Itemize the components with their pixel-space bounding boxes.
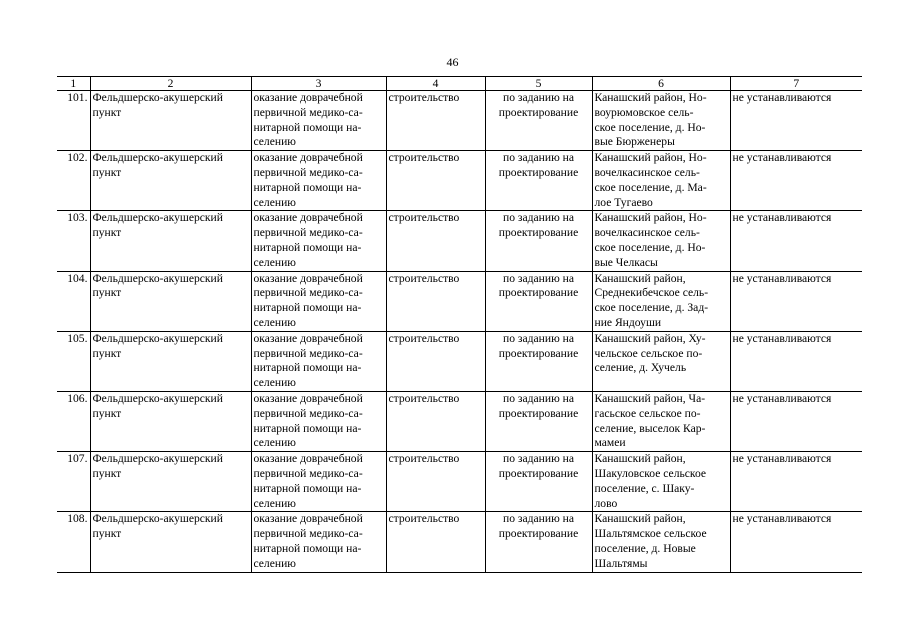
location-line: Канашский район, [594,452,686,466]
term-cell [485,151,592,211]
header-row [57,77,862,91]
purpose-line: селению [253,496,296,510]
protection-zones-cell: не устанавливаются [730,271,862,331]
location-line: воурюмовское сель- [594,105,694,119]
location-cell [592,211,730,271]
facility-name-line: пункт [92,466,122,480]
purpose-line: нитарной помощи на- [253,240,362,254]
purpose-cell [251,211,386,271]
location-cell [592,452,730,512]
facility-name-line: Фельдшерско-акушерский [92,151,223,165]
location-line: ское поселение, д. Зад- [594,301,709,315]
purpose-cell [251,151,386,211]
purpose-line: нитарной помощи на- [253,361,362,375]
location-line: Канашский район, [594,512,686,526]
term-cell [485,452,592,512]
purpose-line: селению [253,436,296,450]
purpose-line: нитарной помощи на- [253,120,362,134]
location-line: Канашский район, Но- [594,211,707,225]
term-line: по заданию на [503,151,574,165]
purpose-line: первичной медико-са- [253,466,363,480]
purpose-cell [251,452,386,512]
term-line: по заданию на [503,452,574,466]
protection-zones-cell: не устанавливаются [730,331,862,391]
term-cell [485,391,592,451]
purpose-line: селению [253,195,296,209]
purpose-line: оказание доврачебной [253,91,363,104]
row-number-cell: 101. [57,91,90,151]
location-cell [592,331,730,391]
location-line: вые Бюрженеры [594,135,675,149]
table-row [57,452,862,512]
row-number-cell: 102. [57,151,90,211]
table-row [57,331,862,391]
purpose-line: селению [253,556,296,570]
protection-zones-cell: не устанавливаются [730,391,862,451]
table-row [57,271,862,331]
purpose-line: первичной медико-са- [253,165,363,179]
facility-name-cell [90,91,251,151]
purpose-cell [251,331,386,391]
term-cell [485,91,592,151]
facility-name-line: Фельдшерско-акушерский [92,211,223,225]
facility-name-cell [90,271,251,331]
protection-zones-cell: не устанавливаются [730,452,862,512]
column-header: 5 [485,77,592,91]
work-type-cell: строительство [386,91,485,151]
facility-name-line: пункт [92,286,122,300]
location-line: вочелкасинское сель- [594,165,700,179]
location-cell [592,512,730,572]
term-cell [485,512,592,572]
location-cell [592,391,730,451]
row-number-cell: 106. [57,391,90,451]
facilities-table [57,76,862,573]
term-line: проектирование [498,286,579,300]
purpose-cell [251,271,386,331]
facility-name-line: пункт [92,165,122,179]
facility-name-cell [90,211,251,271]
protection-zones-cell: не устанавливаются [730,91,862,151]
facility-name-line: пункт [92,406,122,420]
term-cell [485,271,592,331]
purpose-line: оказание доврачебной [253,512,363,526]
term-cell [485,331,592,391]
location-line: селение, выселок Кар- [594,421,706,435]
purpose-line: нитарной помощи на- [253,481,362,495]
work-type-cell: строительство [386,211,485,271]
term-line: проектирование [498,165,579,179]
facility-name-cell [90,391,251,451]
location-cell [592,151,730,211]
location-line: поселение, с. Шаку- [594,481,695,495]
location-line: лово [594,496,618,510]
row-number-cell: 104. [57,271,90,331]
table-body [57,91,862,573]
term-line: проектирование [498,346,579,360]
purpose-line: первичной медико-са- [253,406,363,420]
work-type-cell: строительство [386,271,485,331]
purpose-line: нитарной помощи на- [253,301,362,315]
page-number: 46 [446,55,459,69]
facility-name-line: пункт [92,527,122,541]
location-line: Канашский район, Ху- [594,331,706,345]
purpose-line: первичной медико-са- [253,226,363,240]
table-row [57,512,862,572]
column-header: 1 [57,77,90,91]
facility-name-line: Фельдшерско-акушерский [92,452,223,466]
facility-name-line: пункт [92,346,122,360]
purpose-line: оказание доврачебной [253,151,363,165]
purpose-line: селению [253,376,296,390]
column-header: 2 [90,77,251,91]
purpose-line: первичной медико-са- [253,346,363,360]
row-number-cell: 107. [57,452,90,512]
facility-name-cell [90,331,251,391]
location-line: чельское сельское по- [594,346,703,360]
row-number-cell: 103. [57,211,90,271]
row-number-cell: 108. [57,512,90,572]
location-line: лое Тугаево [594,195,653,209]
location-line: мамеи [594,436,626,450]
work-type-cell: строительство [386,512,485,572]
location-line: Шальтямы [594,556,648,570]
term-line: проектирование [498,105,579,119]
location-line: Канашский район, Но- [594,91,707,104]
location-line: Канашский район, Но- [594,151,707,165]
protection-zones-cell: не устанавливаются [730,512,862,572]
location-line: селение, д. Хучель [594,361,687,375]
purpose-cell [251,391,386,451]
table-row [57,391,862,451]
facility-name-cell [90,512,251,572]
term-line: по заданию на [503,211,574,225]
column-header: 7 [730,77,862,91]
facility-name-cell [90,151,251,211]
column-header: 4 [386,77,485,91]
location-line: гасьское сельское по- [594,406,701,420]
location-line: вочелкасинское сель- [594,226,700,240]
term-line: проектирование [498,226,579,240]
term-line: по заданию на [503,271,574,285]
purpose-line: нитарной помощи на- [253,180,362,194]
term-line: по заданию на [503,512,574,526]
facility-name-cell [90,452,251,512]
facility-name-line: Фельдшерско-акушерский [92,391,223,405]
protection-zones-cell: не устанавливаются [730,211,862,271]
location-line: вые Челкасы [594,255,658,269]
location-line: Среднекибечское сель- [594,286,709,300]
purpose-line: оказание доврачебной [253,271,363,285]
purpose-line: нитарной помощи на- [253,541,362,555]
table-row [57,91,862,151]
work-type-cell: строительство [386,331,485,391]
term-line: проектирование [498,466,579,480]
location-cell [592,271,730,331]
facility-name-line: пункт [92,226,122,240]
location-line: ние Яндоуши [594,315,662,329]
purpose-line: оказание доврачебной [253,452,363,466]
location-line: Канашский район, [594,271,686,285]
purpose-cell [251,91,386,151]
work-type-cell: строительство [386,151,485,211]
location-line: ское поселение, д. Но- [594,240,706,254]
table-row [57,151,862,211]
facility-name-line: пункт [92,105,122,119]
purpose-line: оказание доврачебной [253,391,363,405]
purpose-line: первичной медико-са- [253,105,363,119]
column-header: 6 [592,77,730,91]
facility-name-line: Фельдшерско-акушерский [92,331,223,345]
work-type-cell: строительство [386,391,485,451]
location-line: ское поселение, д. Ма- [594,180,707,194]
row-number-cell: 105. [57,331,90,391]
term-line: по заданию на [503,331,574,345]
purpose-line: оказание доврачебной [253,211,363,225]
column-header: 3 [251,77,386,91]
protection-zones-cell: не устанавливаются [730,151,862,211]
purpose-line: селению [253,135,296,149]
work-type-cell: строительство [386,452,485,512]
facility-name-line: Фельдшерско-акушерский [92,512,223,526]
term-cell [485,211,592,271]
location-line: ское поселение, д. Но- [594,120,706,134]
table-header [57,77,862,91]
location-line: Канашский район, Ча- [594,391,706,405]
term-line: проектирование [498,406,579,420]
term-line: проектирование [498,527,579,541]
location-line: Шакуловское сельское [594,466,707,480]
purpose-line: селению [253,255,296,269]
table-row [57,211,862,271]
purpose-line: селению [253,315,296,329]
term-line: по заданию на [503,391,574,405]
purpose-line: первичной медико-са- [253,286,363,300]
purpose-cell [251,512,386,572]
location-line: поселение, д. Новые [594,541,696,555]
purpose-line: нитарной помощи на- [253,421,362,435]
facility-name-line: Фельдшерско-акушерский [92,91,223,104]
location-cell [592,91,730,151]
purpose-line: оказание доврачебной [253,331,363,345]
location-line: Шальтямское сельское [594,527,707,541]
term-line: по заданию на [503,91,574,104]
purpose-line: первичной медико-са- [253,527,363,541]
facility-name-line: Фельдшерско-акушерский [92,271,223,285]
